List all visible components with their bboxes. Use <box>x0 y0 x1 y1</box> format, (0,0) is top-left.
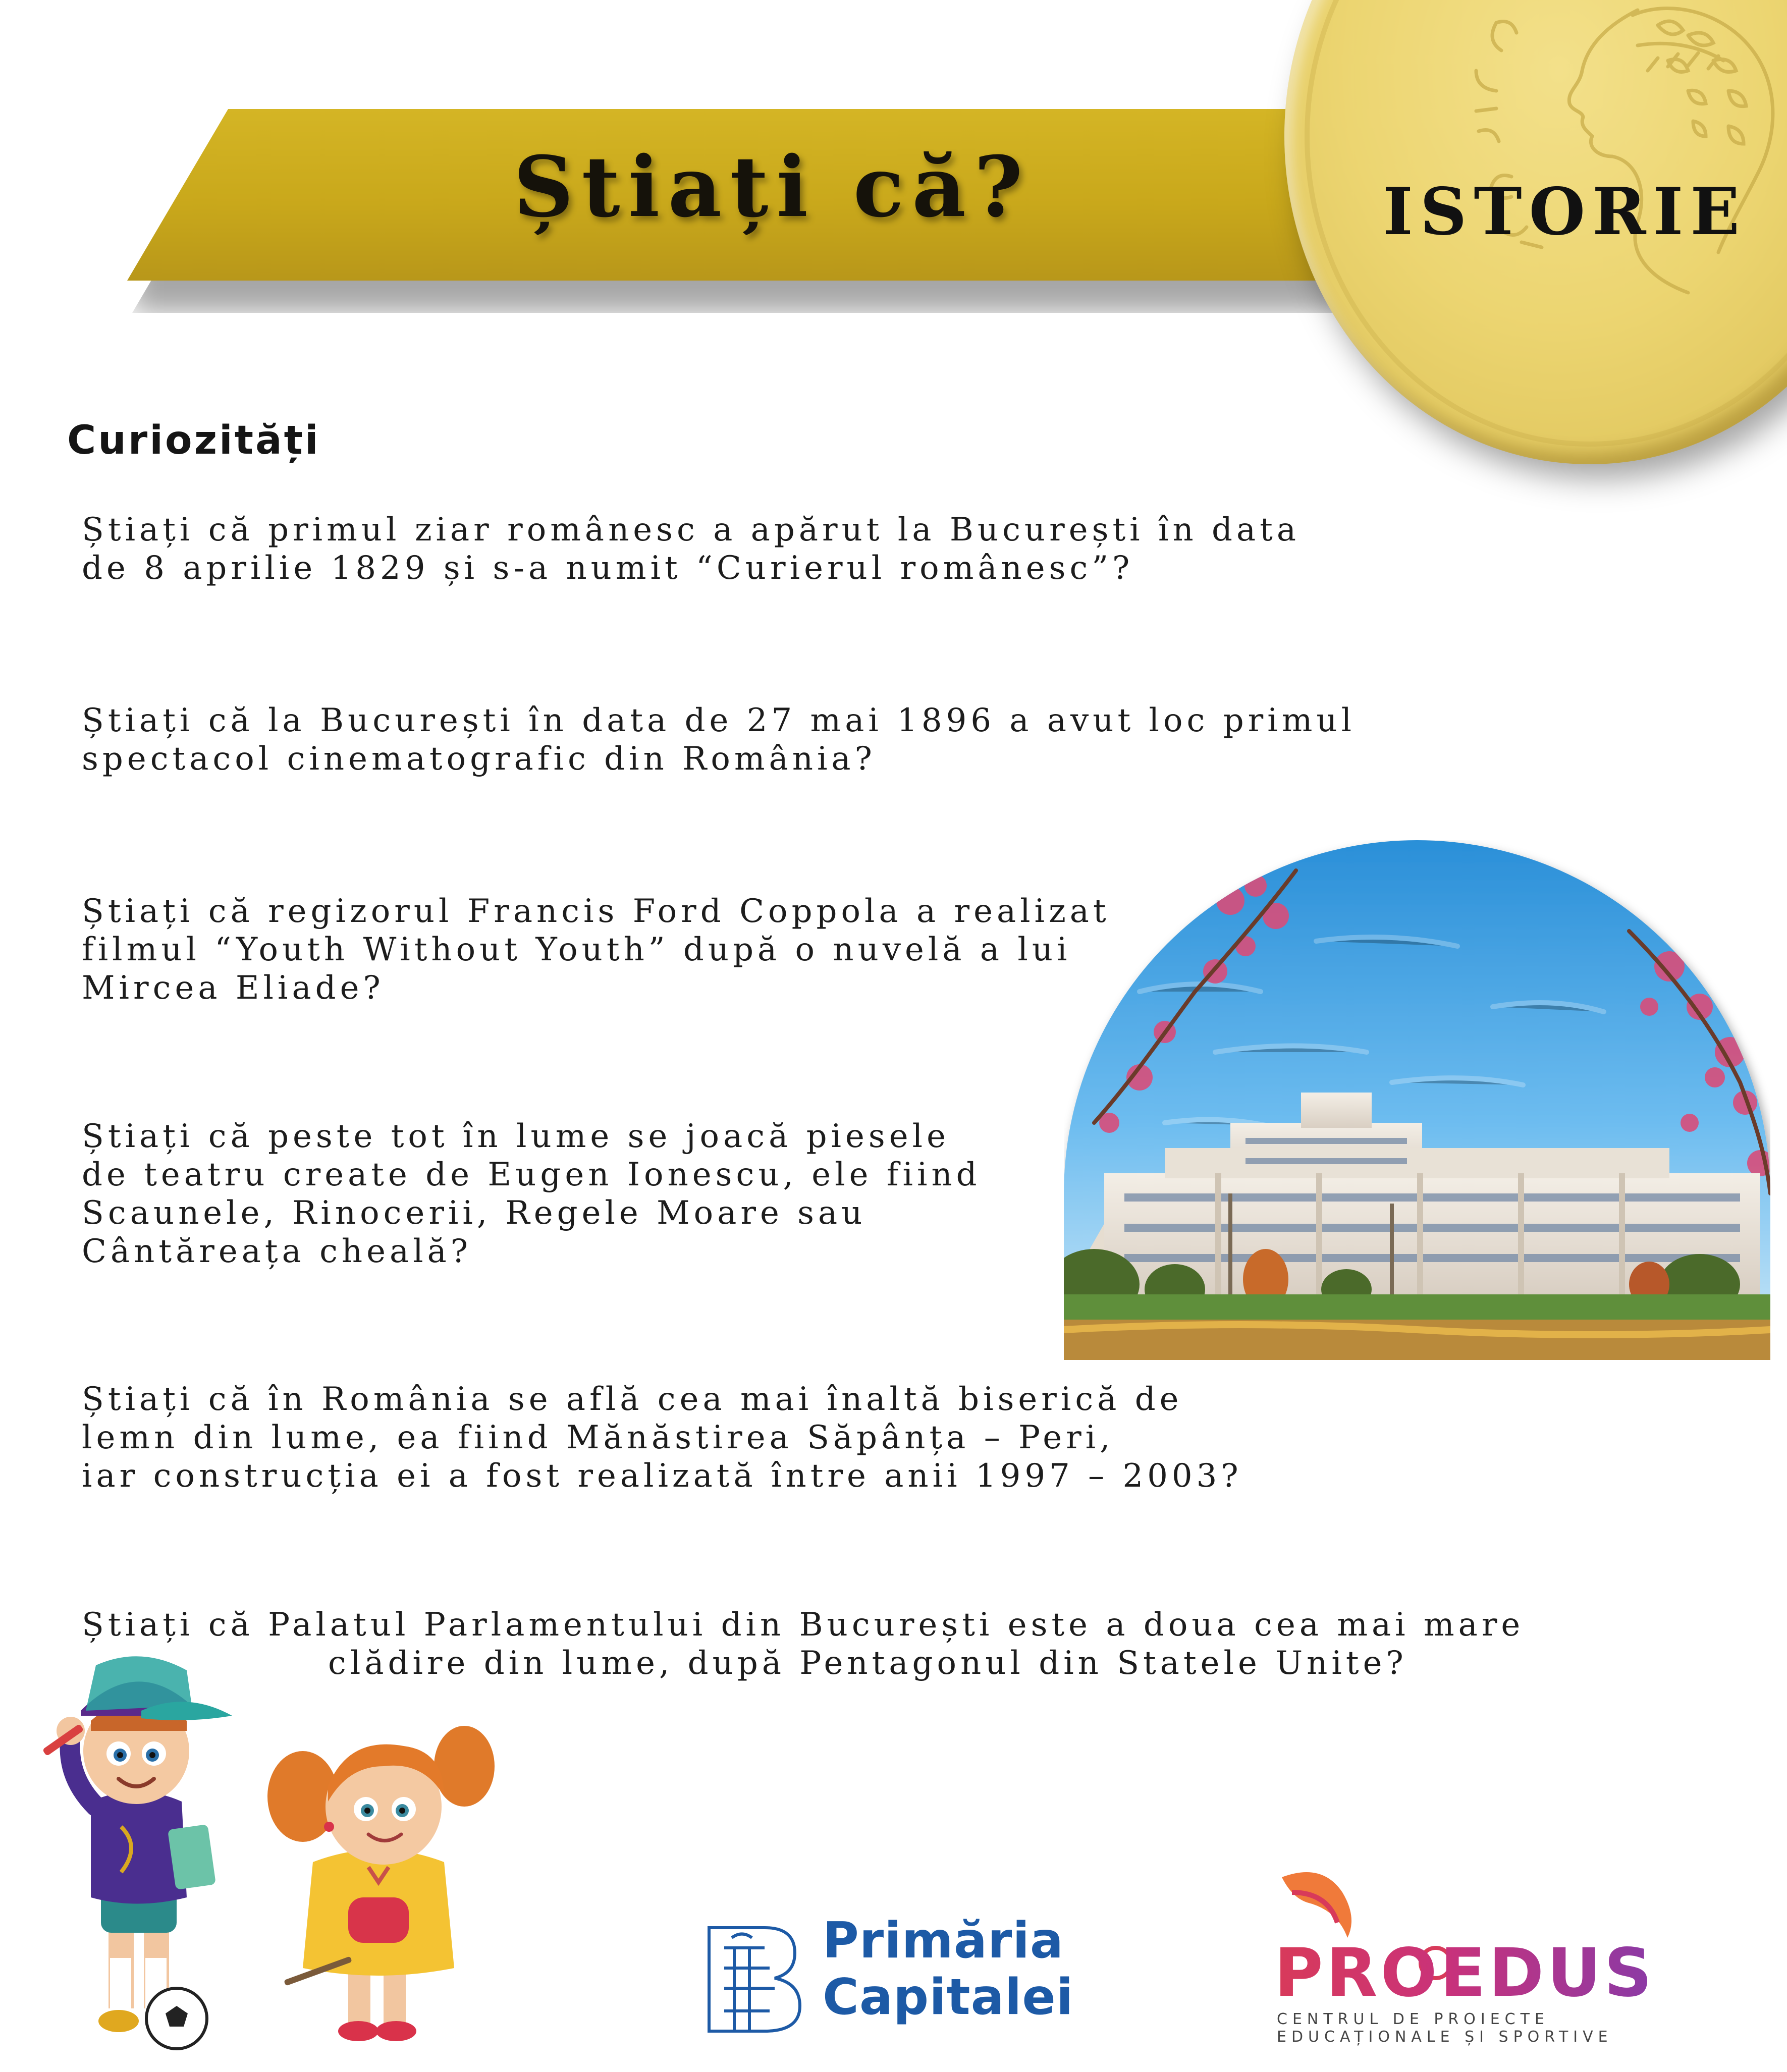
category-label: ISTORIE <box>1383 174 1747 250</box>
girl-icon <box>267 1726 495 2041</box>
proedus-wordmark: PROEDUS <box>1274 1934 1655 2012</box>
page-title: Știați că? <box>513 138 1031 236</box>
fact-line: Știați că Palatul Parlamentului din București este a doua cea mai mare <box>82 1606 1525 1644</box>
fact-line: Știați că în România se află cea mai înaltă biserică de <box>82 1381 1183 1418</box>
primaria-line: Primăria <box>823 1912 1064 1970</box>
capitalei-line: Capitalei <box>823 1969 1074 2026</box>
primaria-capitalei-wordmark <box>823 1913 1073 2026</box>
proedus-subtitle-line: CENTRUL DE PROIECTE <box>1277 2010 1549 2028</box>
fact-item <box>82 892 1110 1007</box>
cartoon-kids-illustration <box>20 1635 505 2064</box>
fact-line: Cântăreața cheală? <box>82 1233 472 1270</box>
fact-line: Scaunele, Rinocerii, Regele Moare sau <box>82 1194 867 1232</box>
fact-line: filmul “Youth Without Youth” după o nuvelă a lui <box>82 931 1071 968</box>
fact-line: Știați că peste tot în lume se joacă piesele <box>82 1118 950 1155</box>
palace-of-parliament-painting <box>1064 840 1770 1360</box>
fact-item <box>82 1117 981 1271</box>
fact-item <box>82 511 1300 587</box>
fact-line: Știați că la București în data de 27 mai 1896 a avut loc primul <box>82 702 1356 739</box>
fact-item <box>82 1380 1242 1495</box>
fact-line: lemn din lume, ea fiind Mănăstirea Săpânța – Peri, <box>82 1419 1114 1456</box>
proedus-subtitle-line: EDUCAȚIONALE ȘI SPORTIVE <box>1277 2028 1613 2046</box>
fact-line: de teatru create de Eugen Ionescu, ele fiind <box>82 1156 981 1193</box>
fact-item <box>82 701 1356 778</box>
fact-line: clădire din lume, după Pentagonul din Statele Unite? <box>328 1645 1407 1682</box>
fact-line: spectacol cinematografic din România? <box>82 740 876 778</box>
boy-icon <box>42 1656 232 2049</box>
section-heading: Curiozități <box>67 418 320 463</box>
fact-line: Știați că regizorul Francis Ford Coppola a realizat <box>82 893 1110 930</box>
fact-line: Știați că primul ziar românesc a apărut la București în data <box>82 511 1300 549</box>
fact-line: Mircea Eliade? <box>82 969 385 1007</box>
fact-line: iar construcția ei a fost realizată între anii 1997 – 2003? <box>82 1457 1242 1495</box>
fact-line: de 8 aprilie 1829 și s-a numit “Curierul românesc”? <box>82 550 1134 587</box>
